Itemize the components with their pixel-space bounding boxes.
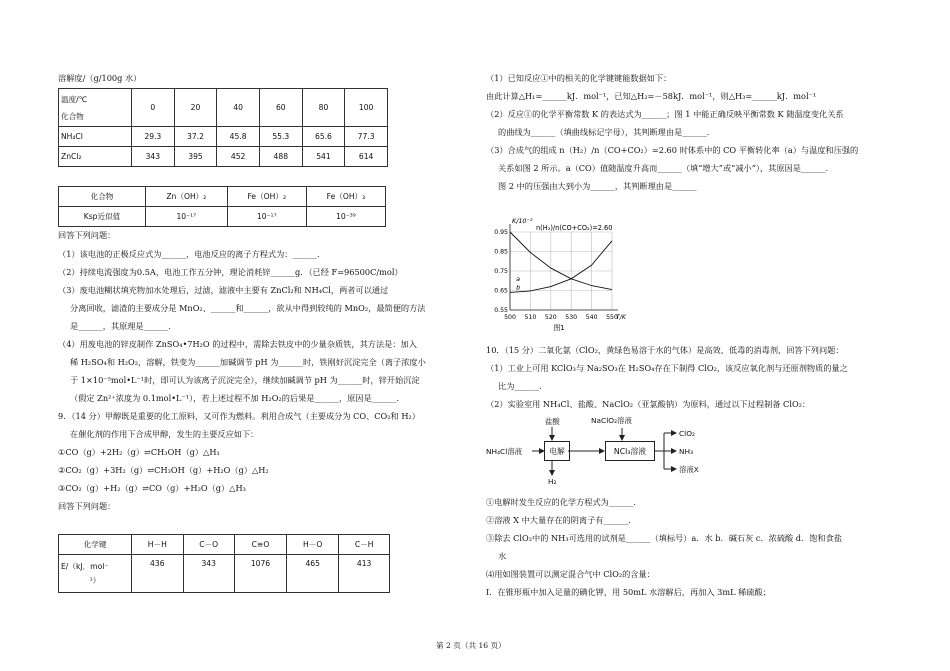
energy-value: 413 [339,555,390,593]
value-cell: 45.8 [217,127,260,147]
page-footer: 第 2 页（共 16 页） [436,641,506,650]
value-cell: 65.6 [302,127,345,147]
energy-value: 1076 [234,555,286,593]
ksp-value: 10⁻³⁹ [306,207,385,227]
series-label-a: a [516,274,521,283]
flow-clo2-label: ClO₂ [679,429,695,438]
temp-cell: 100 [345,89,388,127]
temperature-header: 温度/℃ [61,94,88,104]
temp-cell: 0 [132,89,175,127]
flow-start-label: NH₄Cl溶液 [486,447,523,456]
value-cell: 55.3 [259,127,302,147]
value-cell: 452 [217,147,260,167]
q8-line: （3）废电池糊状填充物加水处理后，过滤，滤液中主要有 ZnCl₂和 NH₄Cl，两者可以通过 [58,285,389,295]
y-tick-label: 0.85 [494,248,508,256]
solubility-header-cell [59,89,132,127]
value-cell: 37.2 [174,127,217,147]
k-vs-temperature-chart [482,214,632,334]
bond-cell: H－O [287,535,339,555]
q8-line: （假定 Zn²⁺浓度为 0.1mol•L⁻¹），若上述过程不加 H₂O₂的后果是______，原因是______. [70,393,399,403]
value-cell: 343 [132,147,175,167]
energy-label-cell [59,555,132,593]
temp-cell: 40 [217,89,260,127]
q8-line: 回答下列问题： [58,230,116,240]
ksp-header: Fe（OH）₃ [306,187,385,207]
energy-value: 343 [183,555,234,593]
q8-line: （1）该电池的正极反应式为______，电池反应的离子方程式为：______. [58,249,320,259]
r-q9-line: 由此计算△H₁=______kJ．mol⁻¹，已知△H₂=－58kJ．mol⁻¹，则△H₃=______kJ．mol⁻¹ [486,91,817,101]
table-row [59,127,388,147]
q10-line: （1）工业上可用 KClO₃与 Na₂SO₃在 H₂SO₄存在下制得 ClO₂，该反应氧化剂与还原剂物质的量之 [486,363,848,373]
solubility-table [58,88,388,167]
value-cell: 29.3 [132,127,175,147]
y-tick-label: 0.55 [494,307,508,314]
compound-cell: NH₄Cl [59,127,132,147]
q9-line: 9．（14 分）甲醇既是重要的化工原料，又可作为燃料。利用合成气（主要成分为 CO、CO₂和 H₂） [58,411,420,421]
compound-cell: ZnCl₂ [59,147,132,167]
x-tick-label: 510 [524,314,537,321]
q10-part: I．在锥形瓶中加入足量的碘化钾，用 50mL 水溶解后，再加入 3mL 稀硫酸； [486,587,771,597]
ksp-row-label: Ksp近似值 [59,207,146,227]
q8-line: 于 1×10⁻⁵mol•L⁻¹时，即可认为该离子沉淀完全），继续加碱调节 pH 为______时，锌开始沉淀 [70,375,420,385]
r-q9-line: （2）反应①的化学平衡常数 K 的表达式为______；图 1 中能正确反映平衡常数 K 随温度变化关系 [486,109,844,119]
q10-line: 10．（15 分）二氧化氯（ClO₂，黄绿色易溶于水的气体）是高效、低毒的消毒剂，回答下列问题： [486,345,844,355]
x-tick-label: 540 [585,314,598,321]
ksp-value: 10⁻¹⁷ [146,207,228,227]
temp-cell: 20 [174,89,217,127]
q9-reaction: ③CO₂（g）+H₂（g）⇌CO（g）+H₂O（g）△H₃ [58,483,246,493]
flow-h2-label: H₂ [548,477,557,486]
energy-label: E/（kJ．mol⁻ [61,561,109,571]
bond-header-label: 化学键 [59,535,132,555]
ncl3-box: NCl₃溶液 [605,441,655,461]
bond-energy-table [58,534,390,593]
q9-reaction: ①CO（g）+2H₂（g）⇌CH₃OH（g）△H₁ [58,447,220,457]
r-q9-line: 关系如图 2 所示。a（CO）值随温度升高而______（填“增大”或“减小”），其原因是______. [498,163,829,173]
q8-line: 稀 H₂SO₄和 H₂O₂，溶解，铁变为______加碱调节 pH 为______时，铁刚好沉淀完全（离子浓度小 [70,357,426,367]
y-tick-label: 0.65 [494,287,508,295]
x-axis-label: T/K [616,314,626,321]
table-row [59,207,386,227]
series-label-b: b [516,283,521,292]
q9-line: 在催化剂的作用下合成甲醇，发生的主要反应如下： [70,429,259,439]
temp-cell: 60 [259,89,302,127]
ksp-header: Zn（OH）₂ [146,187,228,207]
q8-line: 是______，其原理是______. [70,321,171,331]
flow-nh3-label: NH₃ [679,447,694,456]
r-q9-line: 的曲线为______（填曲线标记字母），其判断理由是______. [498,127,710,137]
q9-reaction: ②CO₂（g）+3H₂（g）⇌CH₃OH（g）+H₂O（g）△H₂ [58,465,269,475]
solubility-unit-label: 溶解度/（g/100g 水） [58,73,142,83]
ksp-value: 10⁻¹⁷ [227,207,306,227]
flow-solution-x-label: 溶液X [679,465,699,474]
bond-cell: H－H [132,535,184,555]
y-tick-label: 0.95 [494,229,508,236]
value-cell: 614 [345,147,388,167]
r-q9-line: （1）已知反应①中的相关的化学键键能数据如下： [486,73,672,83]
x-tick-label: 550 [606,314,618,321]
y-tick-label: 0.75 [494,268,508,275]
electrolysis-box: 电解 [544,441,570,461]
ksp-table [58,186,386,227]
q8-line: 分离回收，滤渣的主要成分是 MnO₂、______和______，欲从中得到较纯的 MnO₂，最简便的方法 [70,303,426,313]
q10-line: （2）实验室用 NH₄Cl、盐酸、NaClO₂（亚氯酸钠）为原料，通过以下过程制备 ClO₂： [486,399,811,409]
value-cell: 541 [302,147,345,167]
q10-part: ②溶液 X 中大量存在的阴离子有______. [486,515,631,525]
q8-line: （4）用废电池的锌皮制作 ZnSO₄•7H₂O 的过程中，需除去铁皮中的少量杂质铁，其方法是：加入 [58,339,417,349]
value-cell: 395 [174,147,217,167]
series-line-b [510,241,612,293]
energy-label-unit: ¹） [89,575,101,585]
temp-cell: 80 [302,89,345,127]
energy-value: 436 [132,555,184,593]
q9-line: 回答下列问题： [58,501,116,511]
ksp-header: Fe（OH）₂ [227,187,306,207]
flow-hcl-label: 盐酸 [545,417,560,426]
bond-cell: C－H [339,535,390,555]
q8-line: （2）持续电流强度为0.5A，电池工作五分钟，理论消耗锌______g．（已经 F=96500C/mol） [58,267,403,277]
r-q9-line: 图 2 中的压强由大到小为______，其判断理由是______ [498,181,697,191]
value-cell: 488 [259,147,302,167]
flow-naclo2-label: NaClO₂溶液 [591,416,632,425]
value-cell: 77.3 [345,127,388,147]
energy-value: 465 [287,555,339,593]
figure-label: 图1 [553,324,565,332]
table-row [59,555,390,593]
table-row [59,147,388,167]
compound-header: 化合物 [61,111,84,121]
x-tick-label: 500 [504,314,516,321]
ksp-header: 化合物 [59,187,146,207]
q10-part: 水 [498,551,507,561]
bond-cell: C－O [183,535,234,555]
series-line-a [510,232,612,290]
chart-title: n(H₂)/n(CO+CO₂)=2.60 [536,224,613,232]
bond-cell: C≡O [234,535,286,555]
y-axis-label: K/10⁻² [512,217,533,225]
x-tick-label: 530 [565,314,578,321]
r-q9-line: （3）合成气的组成 n（H₂）/n（CO+CO₂）=2.60 时体系中的 CO 平衡转化率（a）与温度和压强的 [486,145,859,155]
q10-line: 比为______. [498,381,542,391]
x-tick-label: 520 [544,314,557,321]
q10-part: ③除去 ClO₂中的 NH₃可选用的试剂是______（填标号）a．水 b．碱石灰 c．浓硫酸 d．饱和食盐 [486,533,842,543]
q10-part: ⑷用如图装置可以测定混合气中 ClO₂的含量： [486,569,655,579]
q10-part: ①电解时发生反应的化学方程式为______. [486,497,636,507]
